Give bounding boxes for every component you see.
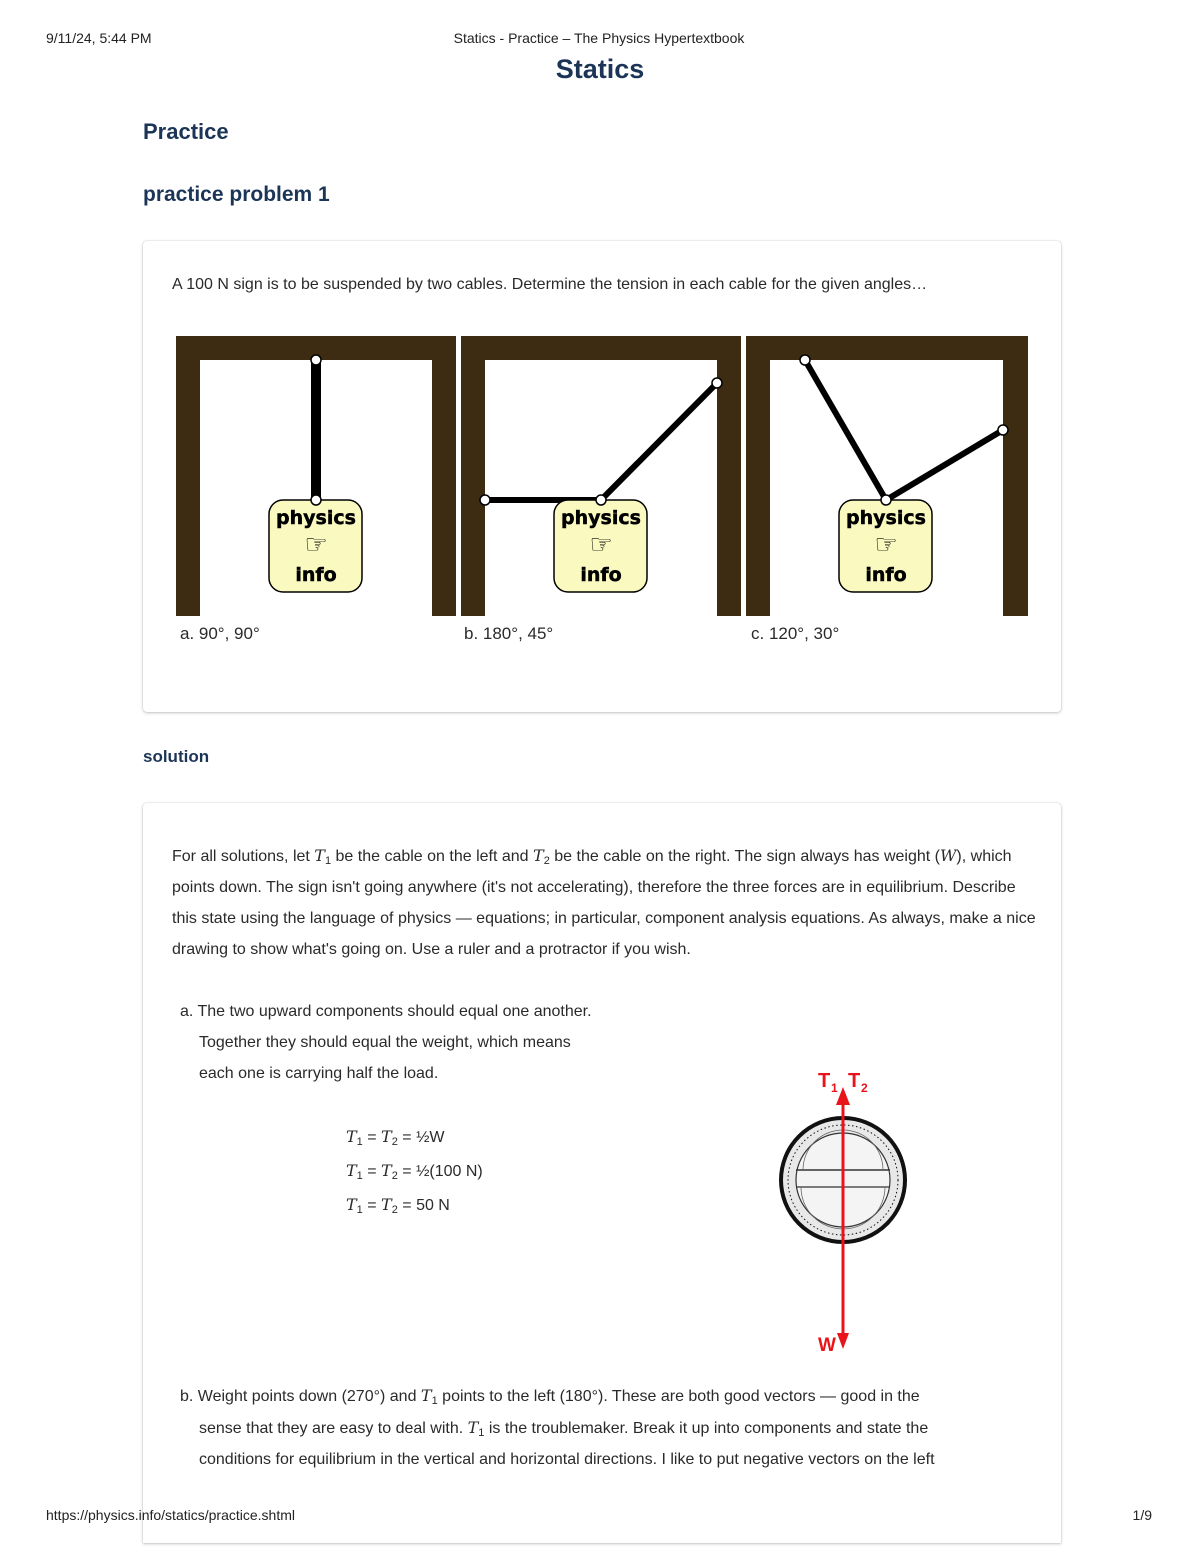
print-page-title: Statics - Practice – The Physics Hypertextbook [453, 30, 745, 46]
section-title: Practice [143, 119, 229, 144]
label-t2: T [848, 1070, 861, 1092]
hand-icon: ☞ [874, 530, 898, 560]
solution-intro: For all solutions, let $T_1$ be the cable on the left and $T_2$ be the cable on the right. The sign always has weight (W), which points down. The sign isn't going anywhere (it's not accelerating), therefore the three forces are in equilibrium. Describe this state using the language of physics — equations; in particular, component analysis equations. As always, make a nice drawing to show what's going on. Use a ruler and a protractor if you wish. [172, 846, 1036, 958]
sign-text-info: info [865, 564, 907, 586]
hand-icon: ☞ [304, 530, 328, 560]
print-timestamp: 9/11/24, 5:44 PM [46, 30, 152, 46]
site-title[interactable]: Statics [555, 54, 645, 84]
sign-text-physics: physics [276, 507, 356, 529]
print-footer [46, 1507, 1152, 1527]
equation-1: $T_1 = T_2$ = ½W [346, 1127, 445, 1148]
caption-a: a. 90°, 90° [180, 624, 260, 643]
sign-text-physics: physics [846, 507, 926, 529]
label-w: W [818, 1335, 836, 1356]
svg-text:1: 1 [831, 1081, 838, 1095]
print-page-number: 1/9 [1132, 1507, 1152, 1523]
diagram-c [746, 336, 1028, 618]
equation-2: $T_1 = T_2$ = ½(100 N) [346, 1161, 483, 1182]
caption-c: c. 120°, 30° [751, 624, 840, 643]
part-a-text: a. The two upward components should equal one another. Together they should equal the weight, which means each one is carrying half the load. [180, 1003, 592, 1082]
diagram-b [461, 336, 741, 618]
print-header [46, 30, 1152, 50]
svg-text:2: 2 [861, 1081, 868, 1095]
sign-text-info: info [580, 564, 622, 586]
label-t1: T [818, 1070, 831, 1092]
equation-3: $T_1 = T_2 = 50$ N [346, 1195, 450, 1216]
problem-statement: A 100 N sign is to be suspended by two cables. Determine the tension in each cable for the given angles… [172, 276, 928, 293]
print-url[interactable]: https://physics.info/statics/practice.shtml [46, 1507, 295, 1523]
hand-icon: ☞ [589, 530, 613, 560]
problem-title: practice problem 1 [143, 183, 330, 206]
caption-b: b. 180°, 45° [464, 624, 554, 643]
part-a-equations [346, 1120, 483, 1222]
solution-toggle[interactable]: solution [143, 747, 210, 766]
part-b-text: b. Weight points down (270°) and $T_1$ points to the left (180°). These are both good vectors — good in the sense that they are easy to deal with. $T_1$ is the troublemaker. Break it up into components and state the conditions for equilibrium in the vertical and horizontal directions. I like to put negative vectors on the left [180, 1386, 935, 1468]
sign-text-physics: physics [561, 507, 641, 529]
sign-text-info: info [295, 564, 337, 586]
diagram-a [176, 336, 456, 618]
vector-diagram [770, 1065, 920, 1365]
